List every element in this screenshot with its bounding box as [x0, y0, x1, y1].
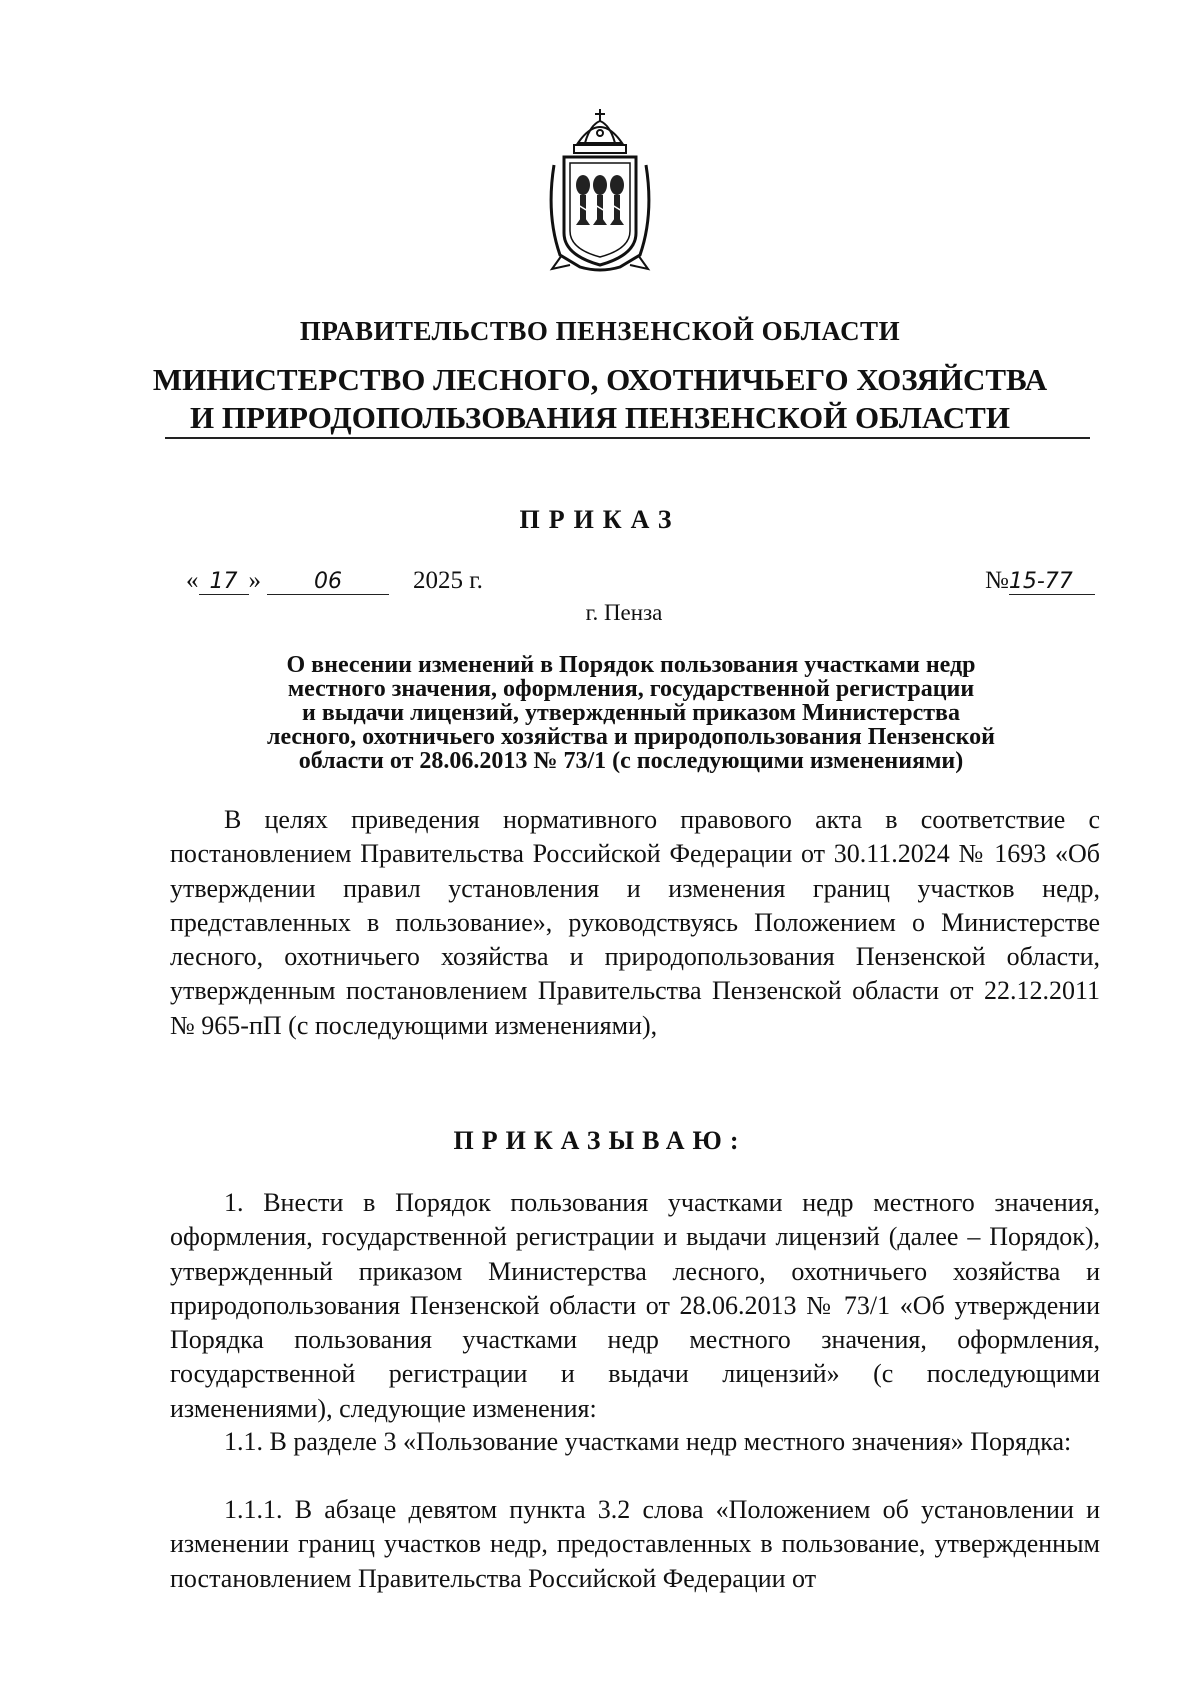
- order-city: г. Пенза: [585, 600, 663, 625]
- date-close-quote: »: [248, 567, 261, 594]
- item-1-1-paragraph: 1.1. В разделе 3 «Пользование участками недр местного значения» Порядка:: [224, 1427, 1072, 1456]
- ministry-name: [0, 361, 1200, 437]
- order-day: 17: [199, 570, 249, 595]
- resolution-heading: ПРИКАЗЫВАЮ:: [453, 1126, 747, 1155]
- subject-line5: области от 28.06.2013 № 73/1 (с последующими изменениями): [298, 748, 964, 774]
- date-open-quote: «: [186, 567, 199, 594]
- header-divider: [165, 437, 1090, 439]
- order-number-prefix: №: [985, 567, 1009, 594]
- preamble-paragraph: В целях приведения нормативного правового акта в соответствие с постановлением Правительства Российской Федерации от 30.11.2024 № 1693 «Об утверждении правил установления и изменения границ участков недр, представленных в пользование», руководствуясь Положением о Министерстве лесного, охотничьего хозяйства и природопользования Пензенской области, утвержденным постановлением Правительства Пензенской области от 22.12.2011 № 965-пП (с последующими изменениями),: [170, 805, 1100, 1040]
- document-type-title: ПРИКАЗ: [519, 505, 681, 534]
- subject-line4: лесного, охотничьего хозяйства и природопользования Пензенской: [266, 724, 995, 750]
- government-name: ПРАВИТЕЛЬСТВО ПЕНЗЕНСКОЙ ОБЛАСТИ: [299, 316, 901, 346]
- item-1-paragraph: 1. Внести в Порядок пользования участками недр местного значения, оформления, государственной регистрации и выдачи лицензий (далее – Порядок), утвержденный приказом Министерства лесного, охотничьего хозяйства и природопользования Пензенской области от 28.06.2013 № 73/1 «Об утверждении Порядка пользования участками недр местного значения, оформления, государственной регистрации и выдачи лицензий» (с последующими изменениями), следующие изменения:: [170, 1188, 1100, 1423]
- subject-line2: местного значения, оформления, государственной регистрации: [287, 676, 975, 702]
- order-subject: [190, 653, 1072, 773]
- subject-line3: и выдачи лицензий, утвержденный приказом Министерства: [302, 700, 960, 726]
- ministry-name-line1: МИНИСТЕРСТВО ЛЕСНОГО, ОХОТНИЧЬЕГО ХОЗЯЙСТВА: [152, 362, 1048, 397]
- subject-line1: О внесении изменений в Порядок пользования участками недр: [286, 652, 976, 678]
- item-1-1-1-paragraph: 1.1.1. В абзаце девятом пункта 3.2 слова «Положением об установлении и изменении границ участков недр, предоставленных в пользование, утвержденным постановлением Правительства Российской Федерации от: [170, 1495, 1100, 1593]
- coat-of-arms-icon: [540, 105, 660, 275]
- ministry-name-line2: И ПРИРОДОПОЛЬЗОВАНИЯ ПЕНЗЕНСКОЙ ОБЛАСТИ: [190, 400, 1010, 435]
- order-year: 2025 г.: [413, 567, 483, 594]
- order-number-value: 15-77: [1009, 570, 1095, 595]
- order-date: [186, 567, 483, 595]
- order-month: 06: [267, 570, 389, 595]
- order-number: [985, 567, 1095, 595]
